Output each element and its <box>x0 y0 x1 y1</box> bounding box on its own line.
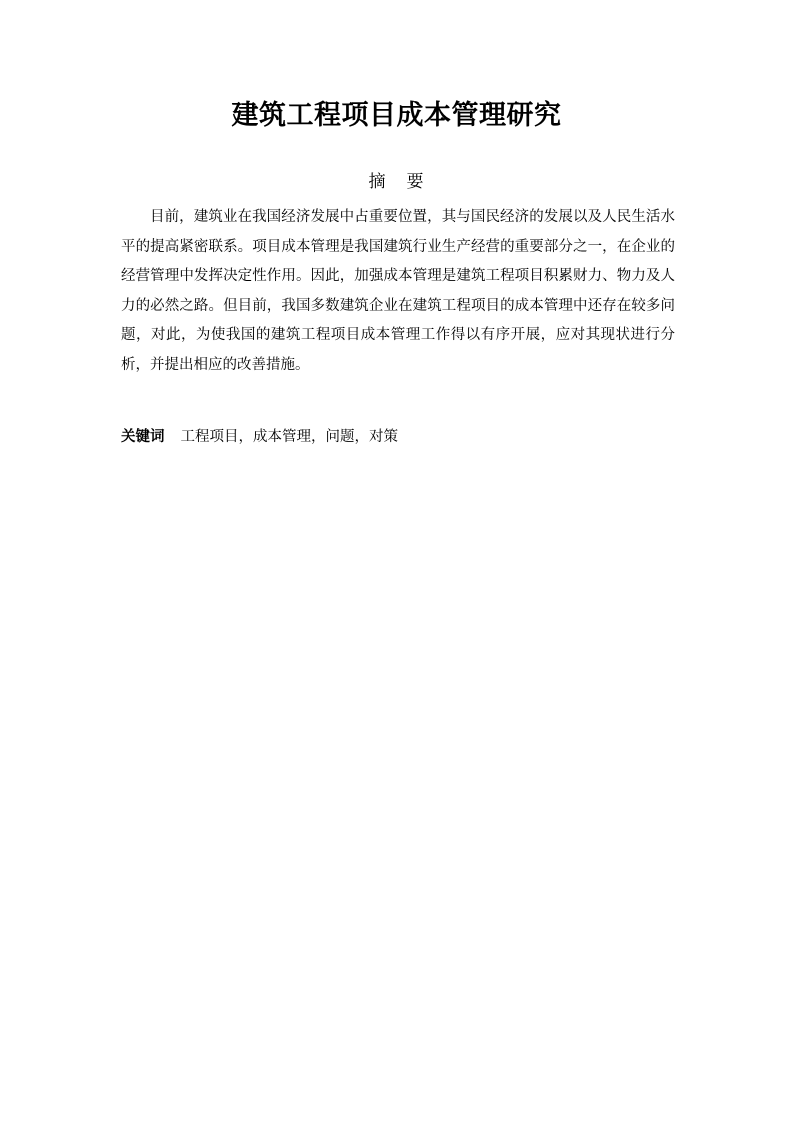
paper-title: 建筑工程项目成本管理研究 <box>231 100 562 131</box>
abstract-heading-char-2: 要 <box>406 172 425 192</box>
keywords-label: 关键词 <box>121 429 165 445</box>
abstract-body: 目前，建筑业在我国经济发展中占重要位置，其与国民经济的发展以及人民生活水平的提高紧密联系。项目成本管理是我国建筑行业生产经营的重要部分之一，在企业的经营管理中发挥决定性作用。因此，加强成本管理是建筑工程项目积累财力、物力及人力的必然之路。但目前，我国多数建筑企业在建筑工程项目的成本管理中还存在较多问题，对此，为使我国的建筑工程项目成本管理工作得以有序开展，应对其现状进行分析，并提出相应的改善措施。 <box>121 209 675 373</box>
keywords-line <box>121 423 675 451</box>
abstract-heading-char-1: 摘 <box>368 172 387 192</box>
abstract-heading <box>0 168 793 196</box>
keywords-value: 工程项目，成本管理，问题，对策 <box>180 429 398 445</box>
